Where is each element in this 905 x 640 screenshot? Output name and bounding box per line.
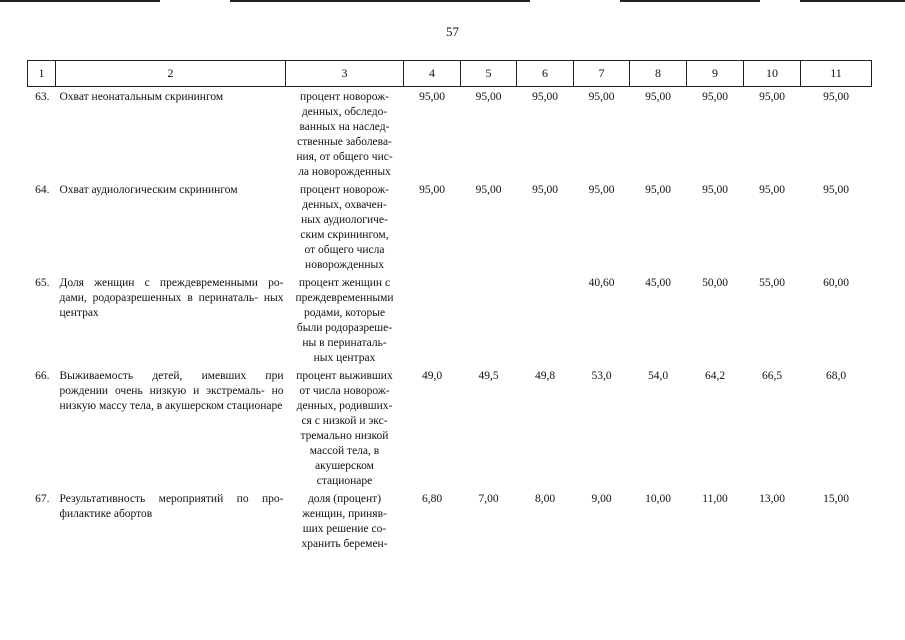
indicator-name: Охват аудиологическим скринингом [59,184,238,196]
table-row [28,366,872,489]
value-cell: 95,00 [702,91,728,103]
table-header-row [28,61,872,87]
unit-line: денных, родивших- [296,400,393,412]
value-cell: 95,00 [532,91,558,103]
value-cell: 8,00 [534,493,556,505]
value-cell: 9,00 [591,493,612,505]
value-cell: 49,5 [478,370,499,382]
column-header-9: 9 [687,61,744,87]
column-header-3: 3 [286,61,404,87]
column-header-4: 4 [404,61,461,87]
unit-line: от общего числа [304,244,385,256]
value-cell: 10,00 [645,493,671,505]
indicator-name: Выживаемость детей, имевших при рождении очень низкую и экстремаль- но низкую массу тела, в акушерском стационаре [59,370,284,412]
value-cell: 68,0 [825,370,847,382]
column-header-1: 1 [28,61,56,87]
unit-line: ных центрах [313,352,376,364]
unit-line: ла новорожденных [298,166,391,178]
unit-line: процент женщин с [298,277,391,289]
value-cell: 7,00 [478,493,499,505]
unit-line: процент выживших [296,370,393,382]
unit-line: денных, обследо- [301,106,388,118]
unit-line: ны в перинаталь- [302,337,387,349]
value-cell: 53,0 [591,370,612,382]
value-cell: 95,00 [823,91,849,103]
value-cell: 95,00 [759,91,785,103]
unit-line: акушерском [315,460,374,472]
value-cell [404,273,461,366]
unit-line: ским скринингом, [300,229,389,241]
column-header-2: 2 [56,61,286,87]
table-row [28,273,872,366]
column-header-6: 6 [517,61,574,87]
row-number: 65. [35,277,50,289]
unit-of-measure [286,87,404,181]
value-cell: 40,60 [588,277,615,289]
value-cell: 49,8 [534,370,556,382]
value-cell: 45,00 [645,277,671,289]
column-header-11: 11 [801,61,872,87]
table-row [28,489,872,552]
top-rule [0,0,905,2]
value-cell: 64,2 [704,370,726,382]
unit-line: стационаре [316,475,373,487]
unit-line: массой тела, в [309,445,380,457]
value-cell: 95,00 [588,184,615,196]
unit-line: ванных на наслед- [299,121,390,133]
value-cell: 55,00 [759,277,785,289]
value-cell: 95,00 [759,184,785,196]
column-header-5: 5 [461,61,517,87]
unit-line: женщин, приняв- [302,508,387,520]
unit-line: ния, от общего чис- [296,151,393,163]
value-cell: 95,00 [419,184,445,196]
unit-of-measure [286,366,404,489]
value-cell: 11,00 [702,493,728,505]
value-cell: 60,00 [823,277,849,289]
row-number: 64. [35,184,50,196]
indicator-name: Охват неонатальным скринингом [59,91,224,103]
row-number: 63. [35,91,50,103]
value-cell [517,273,574,366]
unit-of-measure [286,180,404,273]
unit-of-measure [286,489,404,552]
unit-line: родами, которые [303,307,386,319]
value-cell: 6,80 [421,493,443,505]
column-header-10: 10 [744,61,801,87]
unit-line: процент новорож- [300,91,389,103]
value-cell: 95,00 [823,184,849,196]
unit-line: тремально низкой [300,430,389,442]
value-cell: 50,00 [702,277,728,289]
unit-line: ственные заболева- [297,136,392,148]
unit-line: от числа новорож- [299,385,390,397]
unit-line: новорожденных [305,259,384,271]
indicator-name: Результативность мероприятий по про- филактике абортов [59,493,284,520]
row-number: 66. [35,370,50,382]
value-cell: 95,00 [702,184,728,196]
value-cell: 95,00 [475,184,502,196]
column-header-8: 8 [630,61,687,87]
unit-line: денных, охвачен- [302,199,387,211]
value-cell: 95,00 [645,91,671,103]
unit-line: доля (процент) [307,493,382,505]
table-row [28,180,872,273]
unit-line: процент новорож- [300,184,389,196]
indicator-name: Доля женщин с преждевременными ро- дами, родоразрешенных в перинаталь- ных центрах [59,277,284,319]
value-cell: 54,0 [647,370,669,382]
table-body [28,87,872,553]
value-cell: 49,0 [421,370,443,382]
value-cell: 15,00 [823,493,849,505]
value-cell: 95,00 [475,91,502,103]
unit-line: ных аудиологиче- [301,214,388,226]
value-cell [461,273,517,366]
value-cell: 95,00 [645,184,671,196]
column-header-7: 7 [574,61,630,87]
unit-line: были родоразреше- [296,322,393,334]
value-cell: 66,5 [761,370,783,382]
indicators-table [27,60,872,552]
unit-line: ших решение со- [302,523,387,535]
row-number: 67. [35,493,50,505]
page-number: 57 [446,24,459,39]
unit-of-measure [286,273,404,366]
unit-line: хранить беремен- [301,538,388,550]
unit-line: ся с низкой и экс- [301,415,388,427]
unit-line: преждевременными [295,292,394,304]
value-cell: 95,00 [419,91,445,103]
table-row [28,87,872,181]
value-cell: 13,00 [759,493,785,505]
value-cell: 95,00 [532,184,558,196]
value-cell: 95,00 [588,91,615,103]
